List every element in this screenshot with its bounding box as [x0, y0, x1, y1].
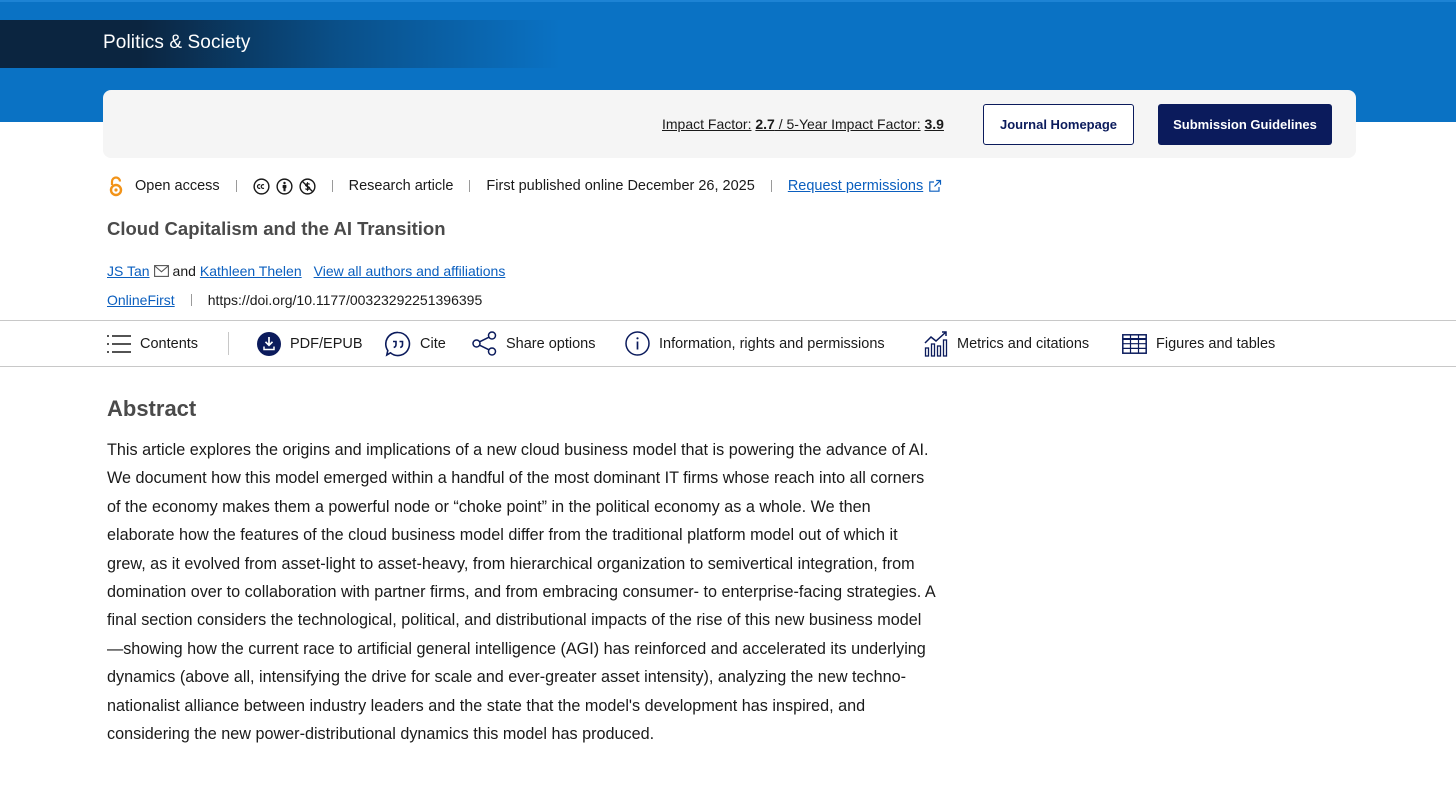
- doi-row: [107, 292, 482, 308]
- open-access-icon: [107, 175, 125, 197]
- tool-figures[interactable]: [1122, 321, 1275, 366]
- tool-pdf-label: PDF/EPUB: [290, 335, 363, 352]
- abstract-heading: Abstract: [107, 396, 197, 421]
- impact-factor-value: 2.7: [755, 116, 775, 132]
- meta-divider: [771, 180, 772, 192]
- license-icons[interactable]: [253, 178, 316, 195]
- five-year-impact-value: 3.9: [924, 116, 944, 132]
- tool-figures-label: Figures and tables: [1156, 335, 1276, 352]
- meta-divider: [469, 180, 470, 192]
- impact-separator: /: [774, 116, 787, 132]
- meta-divider: [191, 294, 192, 306]
- view-all-authors-link[interactable]: View all authors and affiliations: [313, 263, 506, 279]
- five-year-impact-label: 5-Year Impact Factor:: [786, 116, 921, 132]
- metrics-chart-icon: [924, 331, 948, 357]
- tool-cite-label: Cite: [420, 335, 446, 352]
- abstract-text: This article explores the origins and implications of a new cloud business model that is powering the advance of AI. We document how this model emerged within a handful of the most dominant IT firms whose reach into all corners of the economy makes them a powerful node or “choke point” in the political economy as a whole. We then elaborate how the features of the cloud business model differ from the traditional platform model out of which it grew, as it evolved from asset-light to asset-heavy, from hierarchical organization to semivertical integration, from domination over to collaboration with partner firms, and from embracing consumer- to enterprise-facing strategies. A final section considers the technological, political, and distributional impacts of the rise of this new business model—showing how the current race to artificial general intelligence (AGI) has reinforced and accelerated its underlying dynamics (above all, intensifying the drive for scale and ever-greater asset intensity), analyzing the new techno-nationalist alliance between industry leaders and the state that the model's development has inspired, and considering the new power-distributional dynamics this model has produced.: [107, 441, 935, 744]
- author-link-thelen[interactable]: Kathleen Thelen: [199, 263, 302, 279]
- mail-icon[interactable]: [154, 265, 169, 277]
- open-access-label: Open access: [135, 178, 220, 194]
- non-commercial-icon: [299, 178, 316, 195]
- tool-contents-label: Contents: [140, 335, 199, 352]
- publication-date: First published online December 26, 2025: [486, 178, 755, 194]
- share-icon: [472, 331, 497, 356]
- online-first-link[interactable]: OnlineFirst: [107, 292, 175, 308]
- toolbar-divider: [228, 332, 229, 355]
- tool-cite[interactable]: [385, 321, 446, 366]
- impact-factor[interactable]: [662, 116, 944, 132]
- article-title: Cloud Capitalism and the AI Transition: [107, 218, 446, 239]
- meta-divider: [332, 180, 333, 192]
- list-icon: [107, 334, 131, 354]
- author-link-tan[interactable]: JS Tan: [107, 263, 150, 279]
- tool-metrics-label: Metrics and citations: [957, 335, 1090, 352]
- meta-divider: [236, 180, 237, 192]
- request-permissions-link[interactable]: Request permissions: [787, 178, 924, 194]
- tool-share[interactable]: [472, 321, 595, 366]
- authors-row: [107, 263, 505, 279]
- tool-info[interactable]: [625, 321, 885, 366]
- article-type: Research article: [348, 178, 454, 194]
- submission-guidelines-button[interactable]: Submission Guidelines: [1158, 104, 1332, 145]
- tool-pdf[interactable]: [257, 321, 363, 366]
- article-meta-row: [107, 174, 942, 198]
- info-icon: [625, 331, 650, 356]
- journal-homepage-button[interactable]: Journal Homepage: [983, 104, 1134, 145]
- impact-factor-label: Impact Factor:: [662, 116, 752, 132]
- download-icon: [257, 332, 281, 356]
- creative-commons-icon: [253, 178, 270, 195]
- attribution-icon: [276, 178, 293, 195]
- external-link-icon: [928, 179, 942, 193]
- tool-info-label: Information, rights and permissions: [659, 335, 885, 352]
- tool-metrics[interactable]: [924, 321, 1089, 366]
- quote-bubble-icon: [385, 331, 411, 357]
- tool-share-label: Share options: [506, 335, 596, 352]
- doi-text[interactable]: https://doi.org/10.1177/00323292251396395: [207, 292, 483, 308]
- author-conjunction: and: [172, 263, 196, 279]
- article-toolbar: [0, 320, 1456, 367]
- journal-name[interactable]: Politics & Society: [103, 32, 251, 53]
- journal-banner: [0, 20, 560, 68]
- table-icon: [1122, 334, 1147, 354]
- tool-contents[interactable]: [107, 321, 198, 366]
